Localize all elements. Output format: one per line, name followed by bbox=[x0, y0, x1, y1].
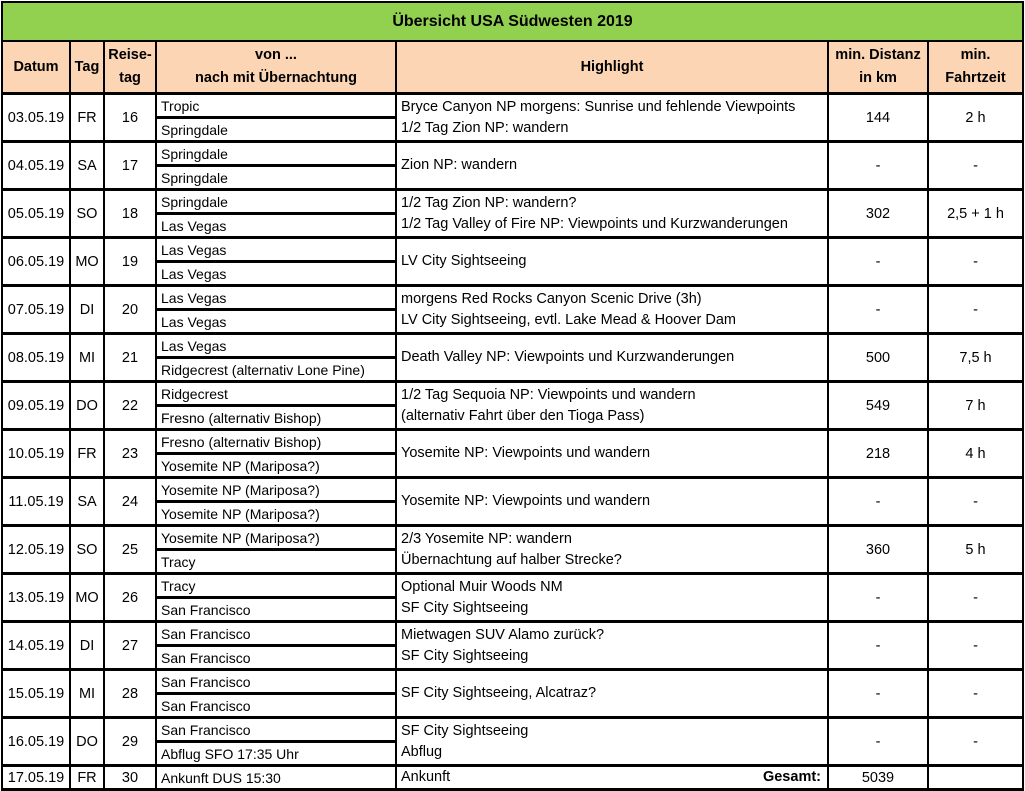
day-cell: FR bbox=[70, 94, 104, 142]
date-cell: 11.05.19 bbox=[2, 478, 70, 526]
date-cell: 04.05.19 bbox=[2, 142, 70, 190]
distance-cell: 500 bbox=[828, 334, 928, 382]
highlight-cell bbox=[396, 238, 828, 286]
travel-day-cell: 29 bbox=[104, 718, 156, 766]
day-cell: DO bbox=[70, 382, 104, 430]
from-location-cell: Las Vegas bbox=[156, 334, 396, 358]
highlight-cell bbox=[396, 766, 828, 790]
highlight-line-1: SF City Sightseeing, Alcatraz? bbox=[401, 685, 597, 701]
table-row bbox=[2, 94, 1023, 118]
highlight-line-1: 1/2 Tag Sequoia NP: Viewpoints und wandern bbox=[401, 386, 696, 403]
to-location-cell: San Francisco bbox=[156, 598, 396, 622]
col-header-von-line2: nach mit Übernachtung bbox=[195, 70, 357, 86]
itinerary-footer bbox=[2, 766, 1023, 790]
title-row bbox=[2, 2, 1023, 41]
from-location-cell: Las Vegas bbox=[156, 286, 396, 310]
table-row bbox=[2, 478, 1023, 502]
date-cell: 14.05.19 bbox=[2, 622, 70, 670]
table-row bbox=[2, 334, 1023, 358]
highlight-line-1: 2/3 Yosemite NP: wandern bbox=[401, 530, 572, 547]
date-cell: 07.05.19 bbox=[2, 286, 70, 334]
to-location-cell: Ridgecrest (alternativ Lone Pine) bbox=[156, 358, 396, 382]
drive-time-cell: - bbox=[928, 670, 1023, 718]
table-row bbox=[2, 382, 1023, 406]
table-row-final bbox=[2, 766, 1023, 790]
highlight-line-2: 1/2 Tag Valley of Fire NP: Viewpoints und Kurzwanderungen bbox=[401, 215, 788, 232]
to-location-cell: Yosemite NP (Mariposa?) bbox=[156, 454, 396, 478]
drive-time-cell: - bbox=[928, 478, 1023, 526]
table-row bbox=[2, 190, 1023, 214]
highlight-line-1: LV City Sightseeing bbox=[401, 253, 527, 269]
distance-cell: 549 bbox=[828, 382, 928, 430]
day-cell: SO bbox=[70, 526, 104, 574]
date-cell: 16.05.19 bbox=[2, 718, 70, 766]
itinerary-body bbox=[2, 94, 1023, 766]
highlight-cell bbox=[396, 382, 828, 430]
location-cell: Ankunft DUS 15:30 bbox=[156, 766, 396, 790]
col-header-distanz bbox=[828, 41, 928, 94]
date-cell: 05.05.19 bbox=[2, 190, 70, 238]
col-header-distanz-line2: in km bbox=[859, 70, 897, 86]
distance-cell: 218 bbox=[828, 430, 928, 478]
day-cell: FR bbox=[70, 430, 104, 478]
highlight-cell bbox=[396, 574, 828, 622]
table-row bbox=[2, 142, 1023, 166]
drive-time-cell: - bbox=[928, 718, 1023, 766]
col-header-von-line1: von ... bbox=[255, 47, 297, 63]
travel-day-cell: 30 bbox=[104, 766, 156, 790]
highlight-cell bbox=[396, 334, 828, 382]
table-row bbox=[2, 670, 1023, 694]
from-location-cell: Las Vegas bbox=[156, 238, 396, 262]
highlight-line-1: morgens Red Rocks Canyon Scenic Drive (3h) bbox=[401, 290, 702, 307]
to-location-cell: Las Vegas bbox=[156, 214, 396, 238]
table-row bbox=[2, 238, 1023, 262]
itinerary-table bbox=[1, 1, 1024, 791]
col-header-fahrtzeit-line1: min. bbox=[960, 47, 991, 63]
travel-day-cell: 26 bbox=[104, 574, 156, 622]
to-location-cell: San Francisco bbox=[156, 694, 396, 718]
highlight-cell bbox=[396, 94, 828, 142]
distance-cell: - bbox=[828, 718, 928, 766]
to-location-cell: Springdale bbox=[156, 118, 396, 142]
highlight-cell bbox=[396, 190, 828, 238]
day-cell: MI bbox=[70, 670, 104, 718]
travel-day-cell: 20 bbox=[104, 286, 156, 334]
drive-time-cell: - bbox=[928, 286, 1023, 334]
from-location-cell: Yosemite NP (Mariposa?) bbox=[156, 478, 396, 502]
distance-cell: - bbox=[828, 238, 928, 286]
highlight-line-2: (alternativ Fahrt über den Tioga Pass) bbox=[401, 407, 645, 424]
highlight-cell bbox=[396, 430, 828, 478]
col-header-reisetag bbox=[104, 41, 156, 94]
to-location-cell: Yosemite NP (Mariposa?) bbox=[156, 502, 396, 526]
from-location-cell: Springdale bbox=[156, 190, 396, 214]
distance-cell: - bbox=[828, 478, 928, 526]
page-title: Übersicht USA Südwesten 2019 bbox=[2, 2, 1023, 41]
distance-cell: - bbox=[828, 574, 928, 622]
from-location-cell: Ridgecrest bbox=[156, 382, 396, 406]
table-row bbox=[2, 430, 1023, 454]
date-cell: 08.05.19 bbox=[2, 334, 70, 382]
col-header-reisetag-line2: tag bbox=[119, 70, 141, 86]
distance-cell: - bbox=[828, 670, 928, 718]
table-row bbox=[2, 574, 1023, 598]
drive-time-cell: - bbox=[928, 622, 1023, 670]
col-header-von-nach bbox=[156, 41, 396, 94]
highlight-cell bbox=[396, 670, 828, 718]
highlight-line-1: Optional Muir Woods NM bbox=[401, 578, 563, 595]
date-cell: 03.05.19 bbox=[2, 94, 70, 142]
from-location-cell: San Francisco bbox=[156, 670, 396, 694]
travel-day-cell: 17 bbox=[104, 142, 156, 190]
col-header-fahrtzeit bbox=[928, 41, 1023, 94]
day-cell: DI bbox=[70, 286, 104, 334]
travel-day-cell: 28 bbox=[104, 670, 156, 718]
drive-time-cell bbox=[928, 766, 1023, 790]
from-location-cell: Yosemite NP (Mariposa?) bbox=[156, 526, 396, 550]
drive-time-cell: 4 h bbox=[928, 430, 1023, 478]
highlight-line-1: Yosemite NP: Viewpoints und wandern bbox=[401, 445, 651, 461]
to-location-cell: Abflug SFO 17:35 Uhr bbox=[156, 742, 396, 766]
day-cell: MO bbox=[70, 238, 104, 286]
highlight-line-1: SF City Sightseeing bbox=[401, 722, 529, 739]
distance-cell: 144 bbox=[828, 94, 928, 142]
date-cell: 10.05.19 bbox=[2, 430, 70, 478]
distance-cell: 360 bbox=[828, 526, 928, 574]
highlight-line-2: 1/2 Tag Zion NP: wandern bbox=[401, 119, 569, 136]
travel-day-cell: 16 bbox=[104, 94, 156, 142]
total-distance-cell: 5039 bbox=[828, 766, 928, 790]
day-cell: SA bbox=[70, 478, 104, 526]
drive-time-cell: 5 h bbox=[928, 526, 1023, 574]
day-cell: MI bbox=[70, 334, 104, 382]
highlight-line-2: LV City Sightseeing, evtl. Lake Mead & Hoover Dam bbox=[401, 311, 737, 328]
drive-time-cell: - bbox=[928, 142, 1023, 190]
highlight-line-1: Bryce Canyon NP morgens: Sunrise und fehlende Viewpoints bbox=[401, 98, 796, 115]
total-label: Gesamt: bbox=[762, 769, 821, 785]
distance-cell: - bbox=[828, 622, 928, 670]
header-row bbox=[2, 41, 1023, 94]
col-header-distanz-line1: min. Distanz bbox=[835, 47, 921, 63]
travel-day-cell: 18 bbox=[104, 190, 156, 238]
travel-day-cell: 27 bbox=[104, 622, 156, 670]
day-cell: DI bbox=[70, 622, 104, 670]
date-cell: 15.05.19 bbox=[2, 670, 70, 718]
highlight-line-2: SF City Sightseeing bbox=[401, 647, 529, 664]
highlight-text: Ankunft bbox=[401, 769, 451, 785]
highlight-line-1: Yosemite NP: Viewpoints und wandern bbox=[401, 493, 651, 509]
distance-cell: - bbox=[828, 142, 928, 190]
highlight-cell bbox=[396, 286, 828, 334]
from-location-cell: Tropic bbox=[156, 94, 396, 118]
drive-time-cell: 2 h bbox=[928, 94, 1023, 142]
table-row bbox=[2, 622, 1023, 646]
day-cell: MO bbox=[70, 574, 104, 622]
day-cell: SO bbox=[70, 190, 104, 238]
from-location-cell: San Francisco bbox=[156, 718, 396, 742]
highlight-line-2: SF City Sightseeing bbox=[401, 599, 529, 616]
date-cell: 06.05.19 bbox=[2, 238, 70, 286]
date-cell: 13.05.19 bbox=[2, 574, 70, 622]
date-cell: 17.05.19 bbox=[2, 766, 70, 790]
highlight-cell bbox=[396, 478, 828, 526]
to-location-cell: Fresno (alternativ Bishop) bbox=[156, 406, 396, 430]
highlight-cell bbox=[396, 622, 828, 670]
travel-day-cell: 21 bbox=[104, 334, 156, 382]
drive-time-cell: 2,5 + 1 h bbox=[928, 190, 1023, 238]
highlight-line-2: Übernachtung auf halber Strecke? bbox=[401, 551, 622, 568]
from-location-cell: Tracy bbox=[156, 574, 396, 598]
col-header-tag: Tag bbox=[70, 41, 104, 94]
drive-time-cell: - bbox=[928, 574, 1023, 622]
highlight-cell bbox=[396, 526, 828, 574]
distance-cell: 302 bbox=[828, 190, 928, 238]
to-location-cell: Tracy bbox=[156, 550, 396, 574]
day-cell: SA bbox=[70, 142, 104, 190]
to-location-cell: Springdale bbox=[156, 166, 396, 190]
travel-day-cell: 25 bbox=[104, 526, 156, 574]
day-cell: DO bbox=[70, 718, 104, 766]
travel-day-cell: 22 bbox=[104, 382, 156, 430]
highlight-line-1: Death Valley NP: Viewpoints und Kurzwanderungen bbox=[401, 349, 735, 365]
from-location-cell: Springdale bbox=[156, 142, 396, 166]
col-header-datum: Datum bbox=[2, 41, 70, 94]
to-location-cell: San Francisco bbox=[156, 646, 396, 670]
table-row bbox=[2, 526, 1023, 550]
table-row bbox=[2, 718, 1023, 742]
to-location-cell: Las Vegas bbox=[156, 262, 396, 286]
col-header-fahrtzeit-line2: Fahrtzeit bbox=[945, 70, 1006, 86]
day-cell: FR bbox=[70, 766, 104, 790]
highlight-cell bbox=[396, 718, 828, 766]
date-cell: 09.05.19 bbox=[2, 382, 70, 430]
to-location-cell: Las Vegas bbox=[156, 310, 396, 334]
col-header-reisetag-line1: Reise- bbox=[108, 47, 152, 63]
highlight-cell bbox=[396, 142, 828, 190]
date-cell: 12.05.19 bbox=[2, 526, 70, 574]
travel-day-cell: 19 bbox=[104, 238, 156, 286]
table-row bbox=[2, 286, 1023, 310]
distance-cell: - bbox=[828, 286, 928, 334]
from-location-cell: Fresno (alternativ Bishop) bbox=[156, 430, 396, 454]
travel-day-cell: 24 bbox=[104, 478, 156, 526]
travel-day-cell: 23 bbox=[104, 430, 156, 478]
highlight-line-1: Zion NP: wandern bbox=[401, 157, 518, 173]
highlight-line-1: Mietwagen SUV Alamo zurück? bbox=[401, 626, 605, 643]
drive-time-cell: 7,5 h bbox=[928, 334, 1023, 382]
col-header-highlight: Highlight bbox=[396, 41, 828, 94]
drive-time-cell: 7 h bbox=[928, 382, 1023, 430]
from-location-cell: San Francisco bbox=[156, 622, 396, 646]
highlight-line-1: 1/2 Tag Zion NP: wandern? bbox=[401, 194, 577, 211]
drive-time-cell: - bbox=[928, 238, 1023, 286]
highlight-line-2: Abflug bbox=[401, 743, 443, 760]
